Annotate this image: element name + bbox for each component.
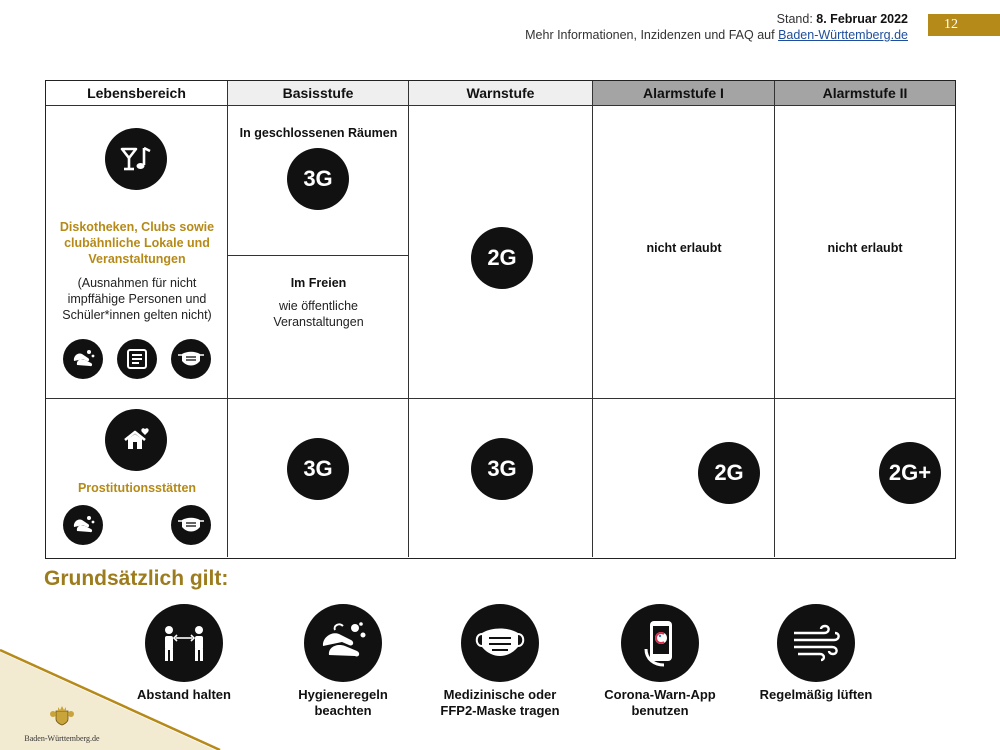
- header-alarmstufe-1: Alarmstufe I: [593, 81, 775, 106]
- rules-table: [45, 80, 956, 559]
- phone-app-icon: [621, 604, 699, 682]
- stand-line: Stand: 8. Februar 2022: [776, 12, 908, 26]
- row2-warn-value: 3G: [471, 438, 533, 500]
- basis-inside-label: In geschlossenen Räumen: [239, 126, 398, 140]
- row2-alarmstufe-1: [593, 399, 775, 557]
- rule-app-label: Corona-Warn-App benutzen: [604, 687, 716, 718]
- rule-ventilate: [741, 604, 891, 703]
- row1-alarmstufe-2: [775, 106, 955, 399]
- warn-value: 2G: [471, 227, 533, 289]
- row1-note: (Ausnahmen für nicht impffähige Personen und Schüler*innen gelten nicht): [62, 276, 212, 322]
- rule-mask-label: Medizinische oder FFP2-Maske tragen: [440, 687, 560, 718]
- row2-alarm2-value: 2G+: [879, 442, 941, 504]
- row1-alarmstufe-1: [593, 106, 775, 399]
- rule-mask: [425, 604, 575, 719]
- header-warnstufe: Warnstufe: [409, 81, 593, 106]
- alarm1-value: nicht erlaubt: [646, 241, 722, 255]
- hand-wash-icon: [63, 505, 103, 545]
- info-line: Mehr Informationen, Inzidenzen und FAQ auf Baden-Württemberg.de: [525, 28, 908, 42]
- row2-basis-value: 3G: [287, 438, 349, 500]
- rules-heading: Grundsätzlich gilt:: [44, 567, 229, 590]
- page-header-info: [525, 11, 908, 43]
- header-basisstufe: Basisstufe: [228, 81, 409, 106]
- document-list-icon: [117, 339, 157, 379]
- basis-inside-value: 3G: [287, 148, 349, 210]
- row2-lebensbereich: [46, 399, 228, 557]
- row2-title: Prostitutionsstätten: [77, 481, 197, 495]
- row2-warnstufe: [409, 399, 593, 557]
- hand-wash-icon: [304, 604, 382, 682]
- mask-icon: [171, 505, 211, 545]
- bw-logo: [12, 705, 112, 743]
- logo-text: Baden-Württemberg.de: [24, 734, 100, 743]
- house-heart-icon: [105, 409, 167, 471]
- stand-date: 8. Februar 2022: [816, 12, 908, 26]
- mask-icon: [461, 604, 539, 682]
- row2-alarmstufe-2: [775, 399, 955, 557]
- rule-hygiene: [268, 604, 418, 719]
- rule-app: [585, 604, 735, 719]
- rule-distance-label: Abstand halten: [137, 687, 231, 702]
- rule-ventilate-label: Regelmäßig lüften: [759, 687, 873, 702]
- wind-icon: [777, 604, 855, 682]
- coat-of-arms-icon: [49, 705, 75, 727]
- website-link[interactable]: Baden-Württemberg.de: [778, 28, 908, 42]
- alarm2-value: nicht erlaubt: [827, 241, 903, 255]
- row1-basis-inside: [228, 106, 409, 256]
- page-number: 12: [928, 14, 1000, 36]
- basis-outside-label: Im Freien: [290, 276, 347, 290]
- row1-basis-outside: [228, 256, 409, 399]
- rule-hygiene-label: Hygieneregeln beachten: [298, 687, 388, 718]
- cocktail-music-icon: [105, 128, 167, 190]
- row2-alarm1-value: 2G: [698, 442, 760, 504]
- row1-lebensbereich: [46, 106, 228, 399]
- mask-icon: [171, 339, 211, 379]
- hand-wash-icon: [63, 339, 103, 379]
- row1-title: Diskotheken, Clubs sowie clubähnliche Lokale und Veranstaltungen: [59, 220, 215, 266]
- row1-warnstufe: [409, 106, 593, 399]
- row2-basisstufe: [228, 399, 409, 557]
- basis-outside-note: wie öffentliche Veranstaltungen: [273, 299, 364, 329]
- header-lebensbereich: Lebensbereich: [46, 81, 228, 106]
- header-alarmstufe-2: Alarmstufe II: [775, 81, 955, 106]
